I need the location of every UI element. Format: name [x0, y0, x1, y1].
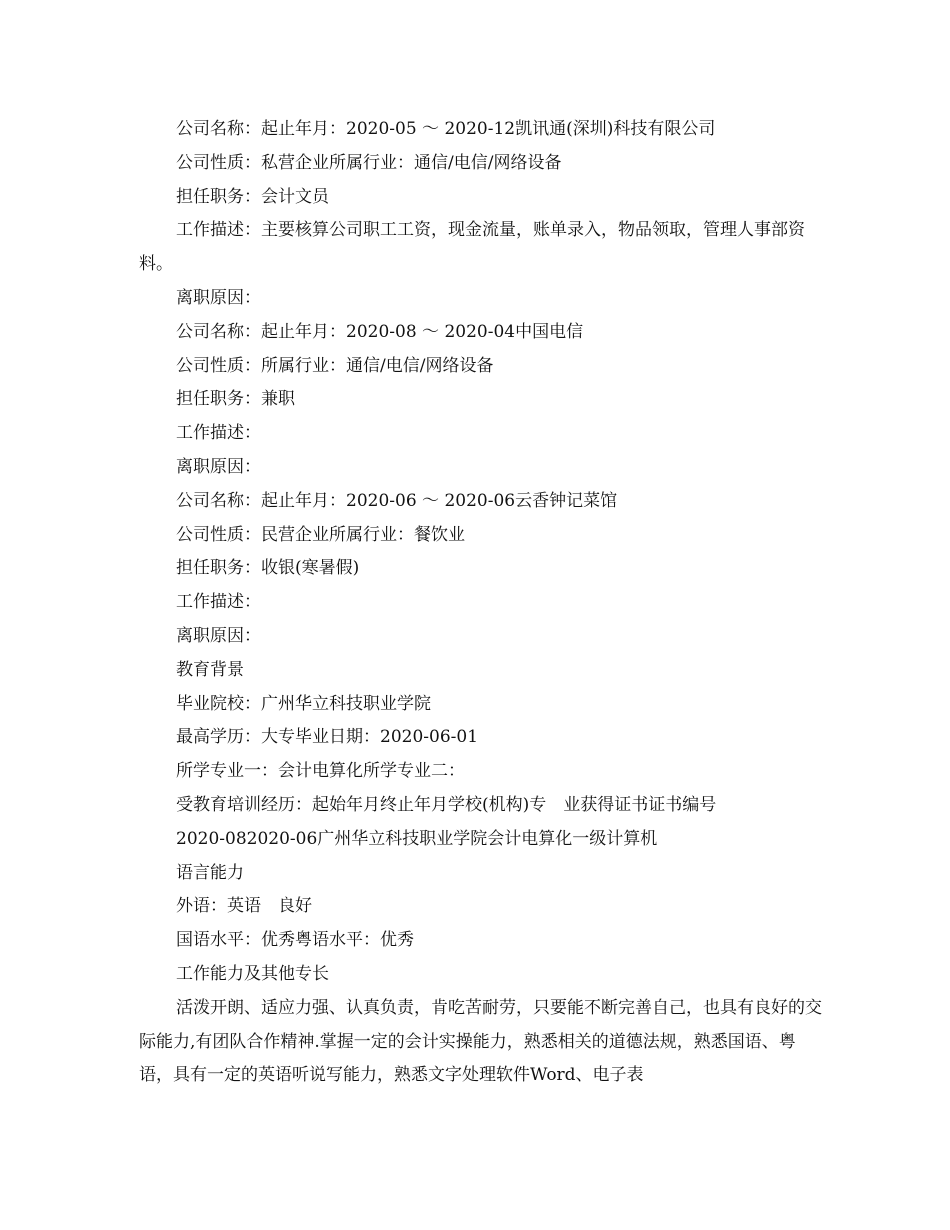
company-1-leave-reason-line: 离职原因： — [176, 287, 261, 308]
company-3-type-line: 公司性质：民营企业所属行业：餐饮业 — [176, 524, 465, 545]
company-2-leave-reason-line: 离职原因： — [176, 456, 261, 477]
skills-paragraph: 活泼开朗、适应力强、认真负责，肯吃苦耐劳，只要能不断完善自己，也具有良好的交际能力,有团队合作精神.掌握一定的会计实操能力，熟悉相关的道德法规，熟悉国语、粤语，具有一定的英语听说写能力，熟悉文字处理软件Word、电子表 — [139, 997, 822, 1086]
company-1-type-line: 公司性质：私营企业所属行业：通信/电信/网络设备 — [176, 152, 562, 173]
resume-content — [139, 113, 829, 1093]
training-header-line: 受教育培训经历：起始年月终止年月学校(机构)专 业获得证书证书编号 — [176, 794, 717, 815]
education-heading: 教育背景 — [176, 659, 244, 680]
company-1-description-paragraph: 工作描述：主要核算公司职工工资，现金流量，账单录入，物品领取，管理人事部资料。 — [139, 220, 805, 275]
company-3-description-line: 工作描述： — [176, 592, 261, 613]
school-line: 毕业院校：广州华立科技职业学院 — [176, 693, 431, 714]
company-3-name-line: 公司名称：起止年月：2020-06 ～ 2020-06云香钟记菜馆 — [176, 490, 618, 511]
major-line: 所学专业一：会计电算化所学专业二： — [176, 761, 465, 782]
language-heading: 语言能力 — [176, 862, 244, 883]
company-2-position-line: 担任职务：兼职 — [176, 389, 295, 410]
company-3-position-line: 担任职务：收银(寒暑假) — [176, 558, 360, 579]
company-2-type-line: 公司性质：所属行业：通信/电信/网络设备 — [176, 355, 494, 376]
company-2-description-line: 工作描述： — [176, 423, 261, 444]
dialect-level-line: 国语水平：优秀粤语水平：优秀 — [176, 930, 414, 951]
skills-heading: 工作能力及其他专长 — [176, 963, 329, 984]
company-1-position-line: 担任职务：会计文员 — [176, 186, 329, 207]
company-1-name-line: 公司名称：起止年月：2020-05 ～ 2020-12凯讯通(深圳)科技有限公司 — [176, 119, 716, 139]
degree-line: 最高学历：大专毕业日期：2020-06-01 — [176, 727, 479, 748]
foreign-language-line: 外语：英语 良好 — [176, 896, 312, 917]
training-record-line: 2020-082020-06广州华立科技职业学院会计电算化一级计算机 — [176, 828, 658, 849]
company-3-leave-reason-line: 离职原因： — [176, 625, 261, 646]
company-2-name-line: 公司名称：起止年月：2020-08 ～ 2020-04中国电信 — [176, 321, 584, 342]
